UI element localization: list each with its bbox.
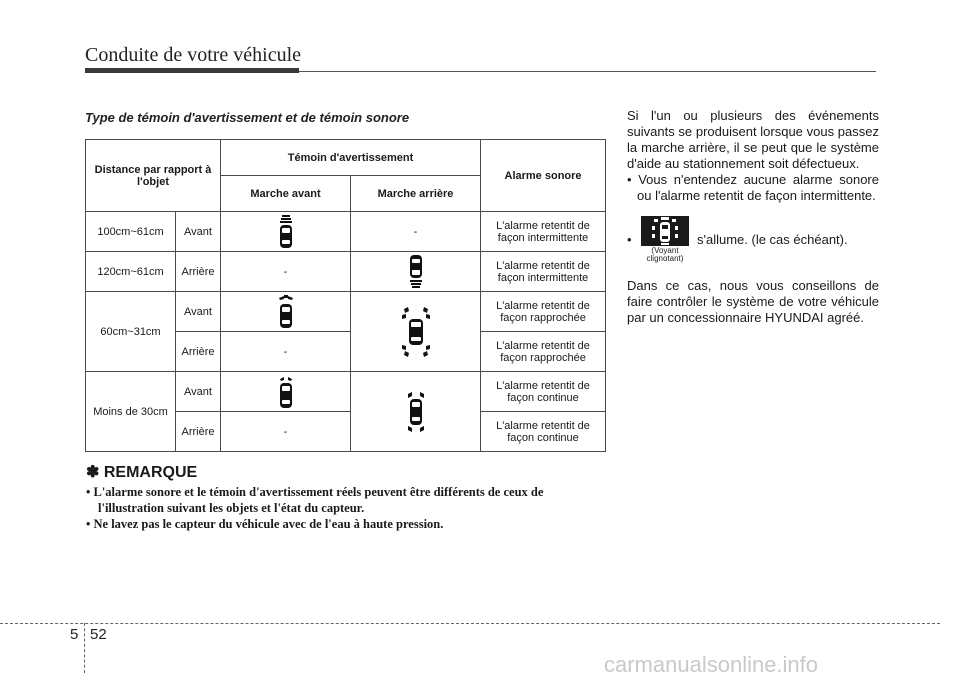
bullet-dot: • (627, 232, 632, 247)
remark-list (86, 484, 608, 532)
watermark: carmanualsonline.info (604, 652, 819, 677)
cell-distance: 120cm~61cm (86, 252, 176, 292)
parking-assist-indicator-icon (641, 216, 689, 264)
bullet-voyant (627, 216, 879, 264)
table-row (86, 212, 606, 252)
cell-position: Arrière (176, 412, 221, 452)
footer-vertical-rule (84, 623, 85, 673)
cell-distance: 100cm~61cm (86, 212, 176, 252)
cell-rear (351, 372, 481, 452)
cell-position: Avant (176, 212, 221, 252)
corner-sensors-icon (401, 307, 431, 357)
chapter-number: 5 (70, 626, 79, 643)
cell-distance: Moins de 30cm (86, 372, 176, 452)
header-rule-thick (85, 68, 299, 73)
bullet-voyant-text: s'allume. (le cas échéant). (697, 232, 848, 247)
corner-sensors-icon (405, 390, 427, 434)
remark-item: • L'alarme sonore et le témoin d'avertissement réels peuvent être différents de ceux de l'illustration suivant les objets et l'état du capteur. (86, 485, 544, 515)
warning-table (85, 139, 606, 452)
table-row (86, 292, 606, 332)
cell-position: Avant (176, 372, 221, 412)
voyant-caption: (Voyant clignotant) (646, 246, 684, 263)
table-title: Type de témoin d'avertissement et de témoin sonore (85, 110, 410, 125)
cell-front: - (221, 252, 351, 292)
footer-rule (0, 623, 940, 624)
intro-paragraph: Si l'un ou plusieurs des événements suivants se produisent lorsque vous passez la marche arrière, il se peut que le système d'aide au stationnement soit défectueux. (627, 108, 879, 171)
header-marche-arriere: Marche arrière (351, 176, 481, 212)
remark-item: • Ne lavez pas le capteur du véhicule avec de l'eau à haute pression. (86, 517, 444, 531)
cell-front (221, 212, 351, 252)
cell-front (221, 372, 351, 412)
cell-alarm: L'alarme retentit de façon rapprochée (481, 292, 606, 332)
page-header-title: Conduite de votre véhicule (85, 44, 302, 66)
cell-rear (351, 292, 481, 372)
front-sensor-icon (278, 215, 294, 249)
header-alarme: Alarme sonore (481, 140, 606, 212)
header-distance: Distance par rapport à l'objet (86, 140, 221, 212)
cell-front: - (221, 332, 351, 372)
bullet-no-alarm: • Vous n'entendez aucune alarme sonore ou l'alarme retentit de façon intermittente. (627, 172, 879, 203)
right-column (627, 108, 879, 326)
cell-front (221, 292, 351, 332)
cell-position: Avant (176, 292, 221, 332)
cell-rear (351, 252, 481, 292)
cell-alarm: L'alarme retentit de façon continue (481, 412, 606, 452)
closing-paragraph: Dans ce cas, nous vous conseillons de faire contrôler le système de votre véhicule par un concessionnaire HYUNDAI agréé. (627, 278, 879, 325)
remark-title: ✽ REMARQUE (86, 464, 198, 481)
front-sensor-icon (276, 375, 296, 409)
header-marche-avant: Marche avant (221, 176, 351, 212)
cell-distance: 60cm~31cm (86, 292, 176, 372)
cell-rear: - (351, 212, 481, 252)
cell-alarm: L'alarme retentit de façon intermittente (481, 212, 606, 252)
cell-alarm: L'alarme retentit de façon rapprochée (481, 332, 606, 372)
page-number: 52 (90, 626, 107, 643)
cell-alarm: L'alarme retentit de façon continue (481, 372, 606, 412)
cell-position: Arrière (176, 332, 221, 372)
table-row (86, 252, 606, 292)
cell-front: - (221, 412, 351, 452)
header-rule-thin (299, 71, 876, 72)
table-row (86, 372, 606, 412)
front-sensor-icon (274, 295, 298, 329)
cell-alarm: L'alarme retentit de façon intermittente (481, 252, 606, 292)
rear-sensor-icon (408, 255, 424, 289)
cell-position: Arrière (176, 252, 221, 292)
header-temoin: Témoin d'avertissement (221, 140, 481, 176)
